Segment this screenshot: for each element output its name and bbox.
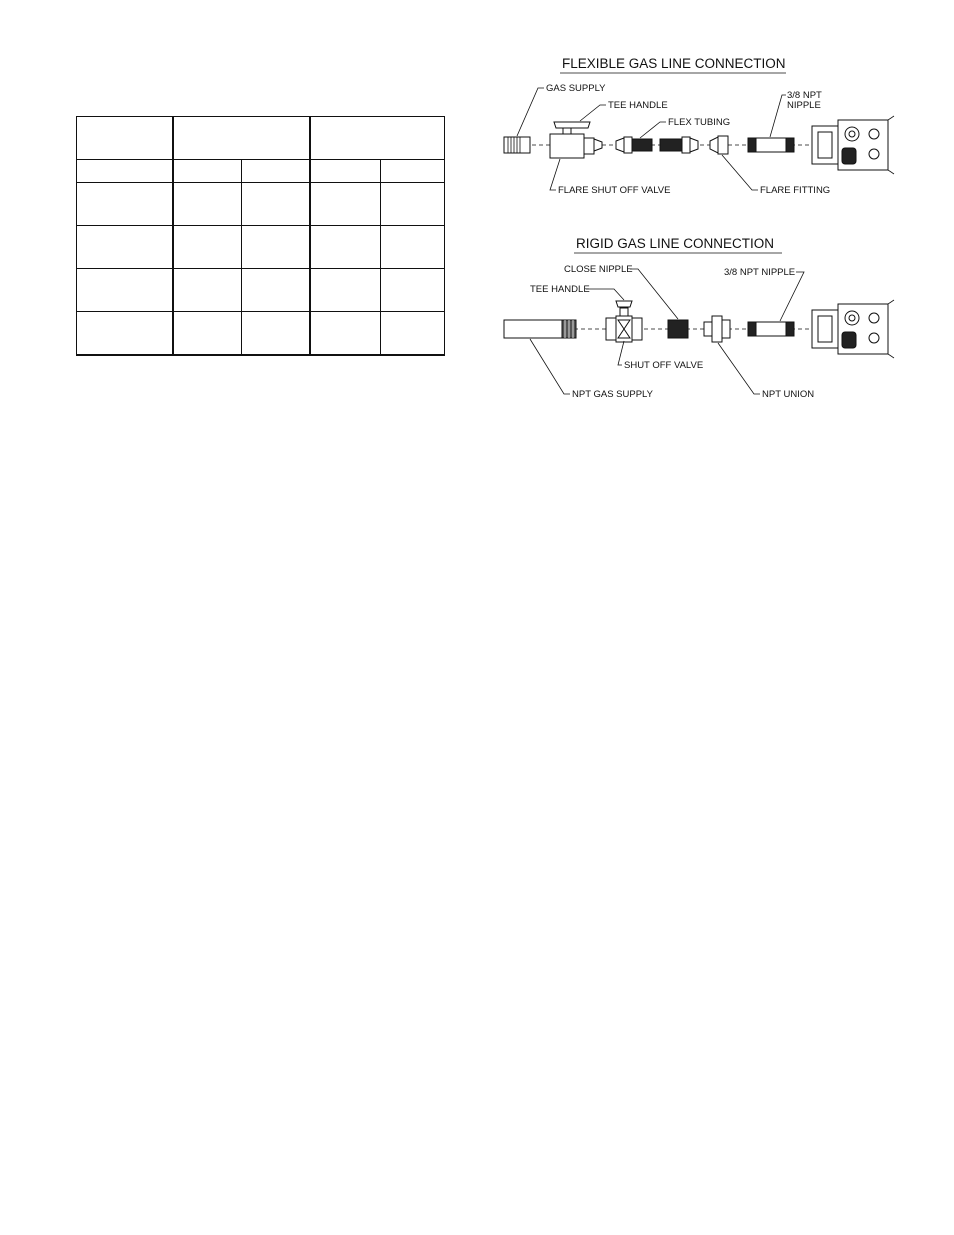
gas-supply-pipe	[504, 137, 530, 153]
close-nipple	[668, 320, 688, 338]
npt-nipple-leader	[770, 95, 786, 137]
table-cell	[381, 183, 445, 226]
table-cell	[77, 226, 173, 269]
table-cell	[77, 117, 173, 160]
tee-handle-leader	[580, 105, 606, 121]
npt-nipple-label-line-1: 3/8 NPT	[787, 90, 822, 101]
table-cell	[310, 183, 381, 226]
flare-fitting	[710, 136, 728, 154]
table-cell	[173, 160, 242, 183]
table-cell	[173, 226, 242, 269]
npt-union-leader	[718, 343, 760, 394]
flare-shut-off-valve-label: FLARE SHUT OFF VALVE	[558, 185, 671, 196]
npt-nipple	[748, 322, 794, 336]
npt-gas-supply-leader	[530, 339, 570, 394]
table-cell	[242, 160, 310, 183]
npt-union-label: NPT UNION	[762, 389, 815, 400]
flare-shut-off-valve	[550, 122, 602, 158]
tee-handle-leader	[586, 289, 624, 300]
npt-nipple-label: 3/8 NPT NIPPLE	[724, 267, 796, 278]
table-cell	[77, 160, 173, 183]
flex-tubing	[616, 137, 698, 153]
shut-off-valve	[606, 301, 642, 342]
table-cell	[242, 312, 310, 356]
table-cell	[173, 269, 242, 312]
table-cell	[77, 183, 173, 226]
table-row	[77, 226, 445, 269]
spec-table	[76, 116, 445, 356]
table-cell	[173, 312, 242, 356]
gas-valve-body	[812, 116, 894, 174]
table-cell	[310, 226, 381, 269]
npt-nipple	[748, 138, 794, 152]
npt-union	[704, 316, 730, 342]
npt-gas-supply-pipe	[504, 320, 576, 338]
table-cell	[381, 312, 445, 356]
gas-supply-label: GAS SUPPLY	[546, 83, 606, 94]
table-cell	[310, 117, 445, 160]
table-cell	[381, 269, 445, 312]
table-row	[77, 183, 445, 226]
table-cell	[242, 226, 310, 269]
npt-nipple-label-line-2: NIPPLE	[787, 100, 821, 111]
table-row	[77, 269, 445, 312]
gas-supply-leader	[517, 88, 544, 136]
table-cell	[77, 269, 173, 312]
npt-nipple-leader	[780, 272, 804, 321]
rigid-diagram-title: RIGID GAS LINE CONNECTION	[576, 236, 775, 251]
close-nipple-leader	[630, 269, 678, 319]
tee-handle-icon	[616, 301, 632, 307]
tee-handle-label: TEE HANDLE	[530, 284, 590, 295]
table-cell	[77, 312, 173, 356]
table-cell	[310, 269, 381, 312]
tee-handle-icon	[554, 122, 590, 128]
flexible-gas-line-diagram	[490, 50, 910, 200]
table-cell	[173, 183, 242, 226]
table-header-row	[77, 117, 445, 160]
table-cell	[381, 226, 445, 269]
flare-fitting-label: FLARE FITTING	[760, 185, 831, 196]
flex-tubing-leader	[640, 122, 666, 138]
table-row	[77, 312, 445, 356]
gas-valve-body	[812, 300, 894, 358]
table-cell	[310, 312, 381, 356]
table-cell	[242, 269, 310, 312]
npt-gas-supply-label: NPT GAS SUPPLY	[572, 389, 653, 400]
table-cell	[242, 183, 310, 226]
table-cell	[173, 117, 310, 160]
flex-tubing-label: FLEX TUBING	[668, 117, 731, 128]
tee-handle-label: TEE HANDLE	[608, 100, 668, 111]
close-nipple-label: CLOSE NIPPLE	[564, 264, 633, 275]
flexible-diagram-title: FLEXIBLE GAS LINE CONNECTION	[562, 56, 786, 71]
table-cell	[310, 160, 381, 183]
table-cell	[381, 160, 445, 183]
rigid-gas-line-diagram	[490, 230, 910, 405]
table-subheader-row	[77, 160, 445, 183]
shut-off-valve-label: SHUT OFF VALVE	[624, 360, 704, 371]
flare-fitting-leader	[722, 155, 758, 190]
